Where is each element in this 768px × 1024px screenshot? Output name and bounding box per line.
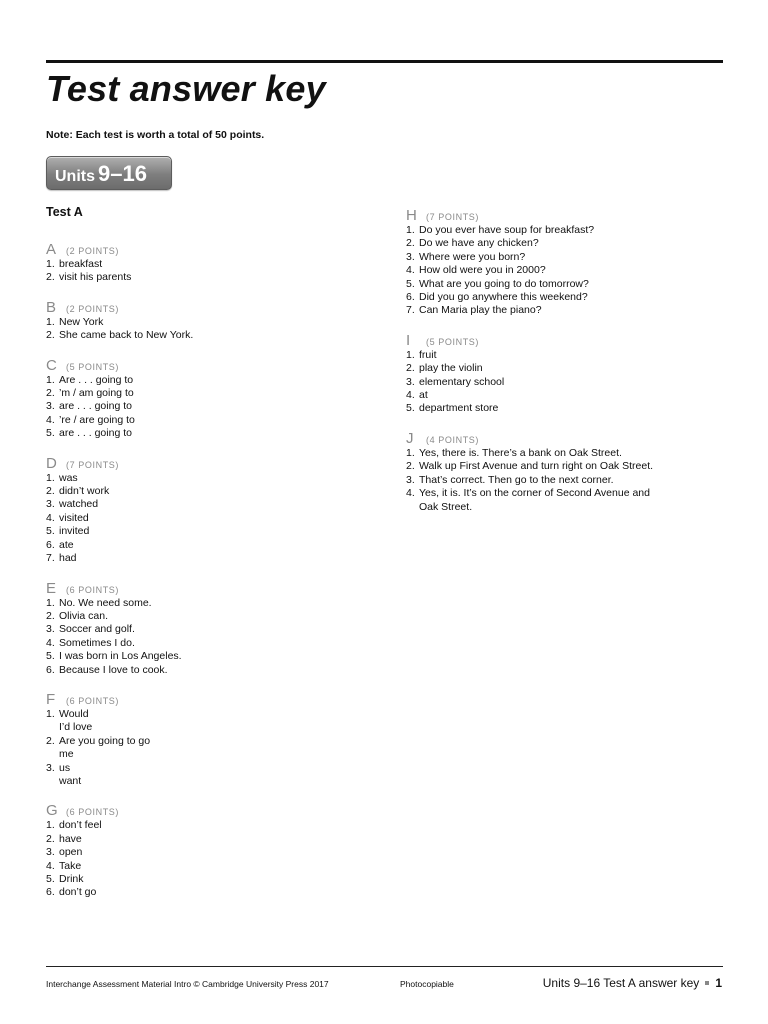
answer-text: [59, 886, 376, 899]
section-points: (6 POINTS): [66, 695, 120, 706]
answer-number: 5.: [46, 873, 55, 885]
answer-line: ’m / am going to: [59, 387, 134, 400]
right-sections: [406, 207, 736, 514]
answer-item: [406, 278, 736, 291]
answer-item: [46, 762, 376, 789]
answer-text: [59, 329, 376, 342]
answer-item: [46, 400, 376, 413]
answer-item: [46, 427, 376, 440]
answer-item: [46, 271, 376, 284]
answer-number: 3.: [46, 846, 55, 859]
answer-number: 4.: [406, 389, 415, 402]
answer-line: She came back to New York.: [59, 329, 194, 342]
answer-number: 2.: [46, 832, 55, 845]
answer-item: [406, 389, 736, 402]
answer-number: 2.: [46, 485, 55, 498]
page-title: Test answer key: [46, 68, 326, 109]
footer-doc-label: Units 9–16 Test A answer key: [542, 976, 700, 990]
answer-number: 3.: [46, 400, 55, 413]
answer-line: Are . . . going to: [59, 373, 134, 386]
answer-text: [419, 251, 736, 264]
answer-text: [59, 833, 376, 846]
answer-number: 2.: [406, 237, 415, 250]
answer-text: [59, 623, 376, 636]
answer-number: 4.: [46, 413, 55, 426]
answer-text: [59, 860, 376, 873]
answer-text: [59, 427, 376, 440]
answer-line: play the violin: [419, 362, 483, 375]
answer-line: elementary school: [419, 375, 505, 388]
section-points: (7 POINTS): [426, 212, 480, 222]
answer-item: [46, 525, 376, 538]
answer-number: 5.: [406, 402, 415, 415]
answer-line: I’d love: [59, 721, 93, 734]
answer-line: us: [59, 761, 71, 774]
answer-text: [419, 389, 736, 402]
answer-text: [419, 224, 736, 237]
answer-text: [419, 402, 736, 415]
section-header: [406, 430, 736, 447]
answer-line: I was born in Los Angeles.: [59, 650, 182, 663]
answer-text: [59, 846, 376, 859]
answer-item: [46, 610, 376, 623]
section-header: [406, 332, 736, 349]
page-number: 1: [715, 976, 722, 990]
answer-line: Do we have any chicken?: [419, 237, 539, 250]
answer-section-f: [46, 691, 376, 788]
answer-text: [59, 552, 376, 565]
answer-number: 1.: [406, 224, 415, 236]
answer-section-g: [46, 802, 376, 899]
answer-line: didn’t work: [59, 485, 110, 498]
section-points: (6 POINTS): [66, 807, 120, 818]
answer-text: [59, 637, 376, 650]
answer-item: [46, 650, 376, 663]
answer-text: [59, 525, 376, 538]
answer-number: 3.: [406, 473, 415, 486]
section-header: [46, 299, 376, 316]
answer-line: department store: [419, 402, 499, 415]
section-letter: C: [46, 356, 57, 374]
test-label: Test A: [46, 205, 83, 219]
answer-number: 1.: [406, 446, 415, 459]
top-rule: [46, 60, 723, 63]
answer-number: 1.: [46, 258, 55, 270]
answer-text: [419, 304, 736, 317]
answer-item: [46, 735, 376, 762]
answer-line: How old were you in 2000?: [419, 264, 546, 277]
answer-number: 2.: [406, 362, 415, 375]
answer-text: [419, 291, 736, 304]
answer-number: 3.: [46, 623, 55, 636]
answer-number: 2.: [46, 609, 55, 622]
footer-doc-label-group: [543, 976, 722, 990]
section-letter: I: [406, 331, 411, 349]
answer-item: [46, 833, 376, 846]
answer-line: me: [59, 748, 74, 761]
answer-text: [419, 447, 736, 460]
answer-item: [46, 819, 376, 832]
answer-number: 7.: [406, 304, 415, 317]
answer-text: [59, 271, 376, 284]
answer-line: Yes, there is. There’s a bank on Oak Street.: [419, 446, 622, 459]
answer-item: [406, 349, 736, 362]
answer-item: [46, 664, 376, 677]
answer-text: [59, 735, 376, 762]
answer-number: 1.: [46, 596, 55, 609]
answer-item: [46, 623, 376, 636]
answer-number: 2.: [406, 460, 415, 473]
answer-line: Can Maria play the piano?: [419, 304, 542, 317]
section-header: [46, 455, 376, 472]
answer-line: was: [59, 471, 78, 484]
answer-section-h: [406, 207, 736, 318]
answer-line: open: [59, 846, 83, 859]
answer-number: 2.: [46, 734, 55, 747]
answer-text: [59, 762, 376, 789]
answer-item: [46, 539, 376, 552]
section-header: [46, 241, 376, 258]
answer-number: 1.: [46, 471, 55, 484]
answer-item: [46, 374, 376, 387]
section-header: [46, 580, 376, 597]
answer-line: Drink: [59, 873, 84, 885]
answer-line: Oak Street.: [419, 500, 473, 513]
answer-line: Yes, it is. It’s on the corner of Second Avenue and: [419, 487, 650, 500]
answer-number: 6.: [406, 291, 415, 304]
section-letter: J: [406, 429, 414, 447]
answer-number: 3.: [406, 375, 415, 388]
answer-number: 6.: [46, 538, 55, 551]
answer-item: [46, 472, 376, 485]
answer-section-e: [46, 580, 376, 677]
answer-text: [59, 664, 376, 677]
answer-section-j: [406, 430, 736, 514]
answer-text: [59, 472, 376, 485]
answer-text: [59, 512, 376, 525]
answer-item: [46, 860, 376, 873]
answer-number: 1.: [46, 819, 55, 832]
answer-text: [419, 362, 736, 375]
answer-text: [59, 374, 376, 387]
answer-section-d: [46, 455, 376, 566]
answer-text: [419, 487, 736, 514]
answer-number: 5.: [46, 525, 55, 538]
answer-text: [59, 414, 376, 427]
section-points: (2 POINTS): [66, 303, 120, 314]
answer-number: 5.: [406, 277, 415, 290]
answer-line: at: [419, 389, 428, 402]
answer-text: [59, 650, 376, 663]
answer-line: Do you ever have soup for breakfast?: [419, 224, 595, 236]
left-column: [46, 205, 376, 914]
answer-line: Olivia can.: [59, 609, 109, 622]
answer-item: [406, 402, 736, 415]
answer-item: [46, 597, 376, 610]
units-word: Units: [55, 168, 95, 185]
answer-text: [419, 460, 736, 473]
answer-line: want: [59, 774, 82, 787]
section-points: (2 POINTS): [66, 246, 120, 256]
answer-text: [59, 387, 376, 400]
answer-line: visit his parents: [59, 271, 132, 284]
answer-line: breakfast: [59, 258, 103, 270]
right-column: [406, 207, 736, 528]
answer-number: 6.: [46, 663, 55, 676]
answer-number: 1.: [46, 315, 55, 328]
points-note: Note: Each test is worth a total of 50 points.: [46, 129, 265, 141]
answer-item: [46, 873, 376, 886]
answer-text: [419, 349, 736, 362]
answer-line: had: [59, 552, 77, 565]
section-points: (4 POINTS): [426, 434, 480, 445]
answer-line: are . . . going to: [59, 427, 132, 440]
answer-item: [46, 387, 376, 400]
answer-text: [59, 708, 376, 735]
answer-line: Take: [59, 859, 82, 872]
answer-item: [406, 460, 736, 473]
answer-item: [406, 264, 736, 277]
footer-copyright: Interchange Assessment Material Intro © Cambridge University Press 2017: [46, 979, 329, 989]
answer-line: don’t go: [59, 886, 97, 899]
answer-line: Sometimes I do.: [59, 636, 135, 649]
answer-text: [419, 376, 736, 389]
section-header: [46, 357, 376, 374]
answer-line: have: [59, 832, 82, 845]
section-header: [46, 691, 376, 708]
answer-number: 5.: [46, 650, 55, 663]
answer-line: don’t feel: [59, 819, 102, 832]
answer-line: are . . . going to: [59, 400, 132, 413]
square-bullet-icon: [705, 981, 709, 985]
answer-line: Because I love to cook.: [59, 663, 168, 676]
answer-item: [46, 329, 376, 342]
answer-section-a: [46, 241, 376, 285]
answer-line: Where were you born?: [419, 250, 526, 263]
answer-number: 6.: [46, 886, 55, 899]
section-letter: F: [46, 690, 56, 708]
answer-number: 2.: [46, 387, 55, 400]
answer-number: 4.: [406, 487, 415, 500]
answer-section-c: [46, 357, 376, 441]
section-points: (5 POINTS): [426, 336, 480, 347]
section-letter: A: [46, 241, 57, 258]
answer-number: 2.: [46, 271, 55, 284]
answer-section-i: [406, 332, 736, 416]
answer-line: invited: [59, 525, 90, 538]
answer-line: No. We need some.: [59, 596, 152, 609]
answer-item: [46, 637, 376, 650]
answer-number: 3.: [406, 250, 415, 263]
section-letter: B: [46, 298, 57, 316]
answer-line: ’re / are going to: [59, 413, 135, 426]
left-sections: [46, 241, 376, 900]
answer-item: [46, 512, 376, 525]
answer-text: [59, 610, 376, 623]
answer-text: [59, 873, 376, 886]
answer-line: ate: [59, 538, 74, 551]
section-points: (5 POINTS): [66, 361, 120, 372]
answer-number: 4.: [46, 859, 55, 872]
section-points: (6 POINTS): [66, 584, 120, 595]
answer-number: 4.: [406, 264, 415, 277]
answer-number: 1.: [46, 707, 55, 720]
answer-line: New York: [59, 315, 104, 328]
answer-item: [46, 485, 376, 498]
answer-item: [406, 224, 736, 237]
answer-number: 1.: [46, 373, 55, 386]
section-letter: D: [46, 454, 57, 472]
answer-text: [59, 539, 376, 552]
answer-item: [46, 708, 376, 735]
answer-text: [59, 316, 376, 329]
answer-number: 4.: [46, 636, 55, 649]
answer-item: [406, 237, 736, 250]
answer-item: [46, 258, 376, 271]
section-letter: E: [46, 579, 57, 597]
answer-line: Are you going to go: [59, 734, 151, 747]
answer-item: [46, 552, 376, 565]
answer-item: [406, 376, 736, 389]
answer-line: Walk up First Avenue and turn right on Oak Street.: [419, 460, 654, 473]
section-header: [406, 207, 736, 224]
answer-line: fruit: [419, 348, 437, 361]
answer-line: watched: [59, 498, 99, 511]
answer-line: Would: [59, 707, 89, 720]
answer-line: Did you go anywhere this weekend?: [419, 291, 588, 304]
answer-item: [406, 487, 736, 514]
answer-number: 1.: [406, 348, 415, 361]
answer-text: [419, 237, 736, 250]
answer-text: [419, 278, 736, 291]
answer-line: visited: [59, 511, 89, 524]
answer-item: [406, 291, 736, 304]
answer-text: [59, 400, 376, 413]
answer-line: Soccer and golf.: [59, 623, 135, 636]
units-badge: [46, 156, 172, 190]
answer-text: [59, 597, 376, 610]
answer-number: 4.: [46, 511, 55, 524]
answer-number: 7.: [46, 552, 55, 565]
answer-text: [59, 258, 376, 271]
answer-number: 3.: [46, 498, 55, 511]
answer-line: That’s correct. Then go to the next corner.: [419, 473, 614, 486]
answer-text: [59, 498, 376, 511]
answer-number: 5.: [46, 427, 55, 440]
answer-text: [59, 819, 376, 832]
answer-item: [46, 316, 376, 329]
answer-item: [46, 414, 376, 427]
answer-item: [406, 251, 736, 264]
answer-section-b: [46, 299, 376, 343]
answer-item: [46, 498, 376, 511]
section-header: [46, 802, 376, 819]
answer-number: 3.: [46, 761, 55, 774]
answer-line: What are you going to do tomorrow?: [419, 277, 589, 290]
units-range: 9–16: [98, 161, 147, 186]
answer-text: [419, 474, 736, 487]
answer-item: [406, 362, 736, 375]
answer-text: [59, 485, 376, 498]
answer-item: [406, 474, 736, 487]
section-letter: G: [46, 802, 58, 820]
section-points: (7 POINTS): [66, 459, 120, 470]
footer-photocopiable: Photocopiable: [400, 979, 454, 989]
answer-item: [406, 447, 736, 460]
section-letter: H: [406, 207, 417, 224]
answer-item: [46, 886, 376, 899]
answer-item: [46, 846, 376, 859]
answer-number: 2.: [46, 329, 55, 342]
footer-rule: [46, 966, 723, 967]
answer-text: [419, 264, 736, 277]
answer-item: [406, 304, 736, 317]
